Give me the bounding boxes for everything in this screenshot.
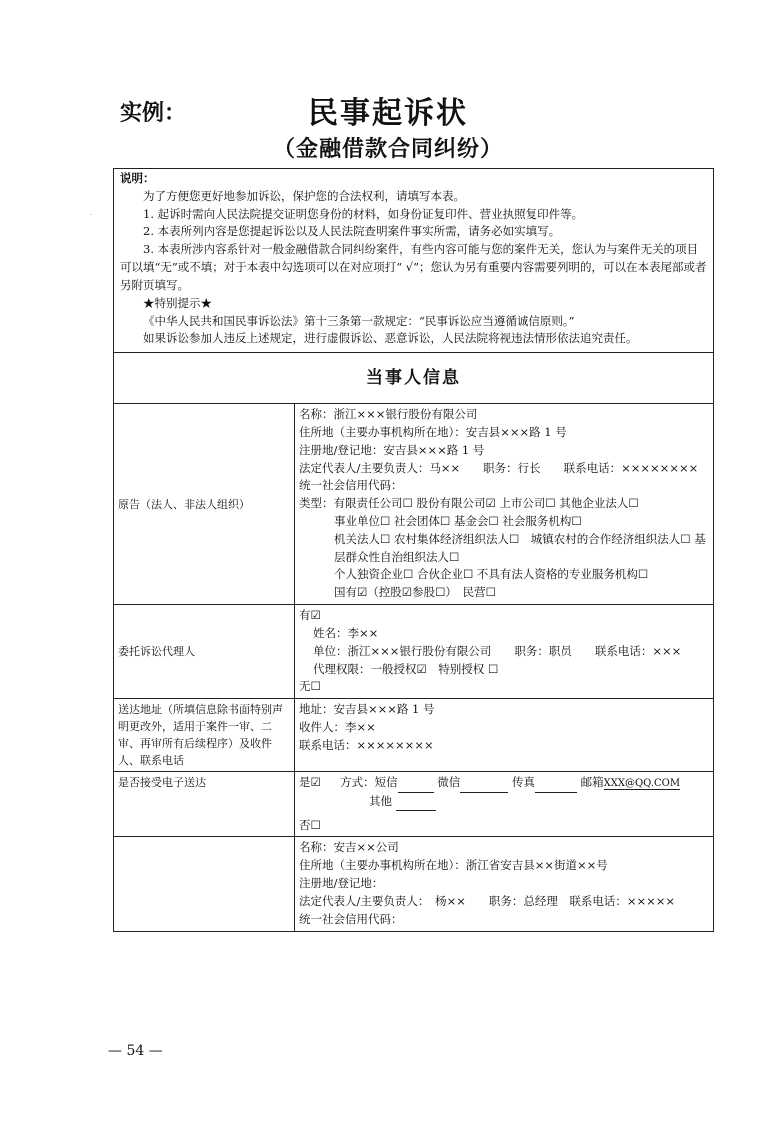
- delivery-recipient: 收件人：李××: [299, 719, 376, 734]
- defendant-representative: 法定代表人/主要负责人： 杨×× 职务：总经理 联系电话：×××××: [299, 893, 676, 908]
- defendant-registration: 注册地/登记地：: [299, 876, 384, 891]
- notes-paragraph: 《中华人民共和国民事诉讼法》第十三条第一款规定：“民事诉讼应当遵循诚信原则。”: [143, 313, 575, 328]
- example-prefix: 实例：: [120, 101, 187, 126]
- defendant-label: [114, 837, 295, 931]
- agent-none-checkbox[interactable]: 无☐: [299, 679, 321, 694]
- plaintiff-ownership: 国有☑（控股☑参股☐） 民营☐: [334, 585, 496, 600]
- notes-paragraph: 2. 本表所列内容是您提起诉讼以及人民法院查明案件事实所需，请务必如实填写。: [143, 224, 561, 239]
- notes-heading: 说明：: [120, 171, 155, 185]
- email-value[interactable]: XXX@QQ.COM: [603, 778, 681, 790]
- agent-name: 姓名：李××: [313, 625, 379, 640]
- wechat-label: 微信: [437, 775, 461, 790]
- e-service-details: [295, 772, 714, 837]
- plaintiff-details: [295, 404, 714, 605]
- agent-row: [114, 605, 714, 699]
- other-blank[interactable]: [396, 798, 436, 811]
- plaintiff-type-line-1: 类型：有限责任公司☐ 股份有限公司☑ 上市公司☐ 其他企业法人☐: [299, 496, 639, 511]
- e-service-other: [299, 793, 709, 811]
- plaintiff-name: 名称：浙江×××银行股份有限公司: [299, 407, 478, 422]
- plaintiff-row: [114, 404, 714, 605]
- notes-paragraph: 为了方便您更好地参加诉讼，保护您的合法权利，请填写本表。: [143, 188, 465, 203]
- page-number: — 54 —: [108, 1043, 163, 1059]
- document-title: 民事起诉状: [308, 96, 468, 131]
- e-service-row: [114, 772, 714, 837]
- margin-mark: ·: [90, 212, 92, 219]
- section-row: [114, 353, 714, 404]
- e-service-yes-checkbox[interactable]: 是☑: [299, 775, 321, 790]
- email-label: 邮箱: [580, 775, 604, 790]
- complaint-form-table: [113, 168, 714, 932]
- plaintiff-label: 原告（法人、非法人组织）: [114, 404, 295, 605]
- defendant-credit-code: 统一社会信用代码：: [299, 911, 403, 926]
- defendant-name: 名称：安吉××公司: [299, 840, 399, 855]
- defendant-domicile: 住所地（主要办事机构所在地）：浙江省安吉县××街道××号: [299, 858, 608, 873]
- e-service-no-checkbox[interactable]: 否☐: [299, 817, 321, 832]
- notes-paragraph: 3. 本表所涉内容系针对一般金融借款合同纠纷案件，有些内容可能与您的案件无关，您认为与案件无关的项目可以填“无”或不填；对于本表中勾选项可以在对应项打“ √”；您认为另有重要内容需要列明的，可以在本表尾部或者另附页填写。: [120, 242, 707, 292]
- plaintiff-registration: 注册地/登记地：安吉县×××路 1 号: [299, 442, 485, 457]
- e-service-methods: [299, 774, 709, 793]
- sms-blank[interactable]: [398, 780, 434, 793]
- special-notice-heading: ★特别提示★: [143, 295, 212, 310]
- defendant-row: [114, 837, 714, 931]
- agent-details: [295, 605, 714, 699]
- fax-blank[interactable]: [535, 780, 577, 793]
- agent-authority: 代理权限：一般授权☑ 特别授权 ☐: [313, 661, 499, 676]
- agent-has-checkbox[interactable]: 有☑: [299, 608, 321, 623]
- delivery-label: 送达地址（所填信息除书面特别声明更改外，适用于案件一审、二审、再审所有后续程序）及收件人、联系电话: [114, 699, 295, 772]
- notes-cell: [114, 169, 714, 353]
- delivery-address: 地址：安吉县×××路 1 号: [299, 702, 435, 717]
- defendant-details: [295, 837, 714, 931]
- plaintiff-type-line-2: 事业单位☐ 社会团体☐ 基金会☐ 社会服务机构☐: [334, 514, 582, 528]
- notes-paragraph: 如果诉讼参加人违反上述规定，进行虚假诉讼、恶意诉讼，人民法院将视违法情形依法追究责任。: [143, 331, 638, 346]
- notes-paragraph: 1. 起诉时需向人民法院提交证明您身份的材料，如身份证复印件、营业执照复印件等。: [143, 206, 584, 221]
- delivery-phone: 联系电话：××××××××: [299, 737, 434, 752]
- agent-unit: 单位：浙江×××银行股份有限公司 职务：职员 联系电话：×××: [313, 643, 682, 658]
- wechat-blank[interactable]: [460, 780, 508, 793]
- fax-label: 传真: [511, 775, 535, 790]
- agent-label: 委托诉讼代理人: [114, 605, 295, 699]
- plaintiff-type-line-3: 机关法人☐ 农村集体经济组织法人☐ 城镇农村的合作经济组织法人☐ 基层群众性自治组织法人☐: [334, 531, 706, 564]
- e-service-label: 是否接受电子送达: [114, 772, 295, 837]
- document-subtitle: （金融借款合同纠纷）: [272, 137, 503, 162]
- plaintiff-representative: 法定代表人/主要负责人：马×× 职务：行长 联系电话：××××××××: [299, 460, 699, 475]
- other-label: 其他: [369, 793, 392, 808]
- section-title: 当事人信息: [114, 353, 714, 404]
- plaintiff-credit-code: 统一社会信用代码：: [299, 478, 403, 493]
- plaintiff-type-line-4: 个人独资企业☐ 合伙企业☐ 不具有法人资格的专业服务机构☐: [334, 567, 649, 582]
- notes-row: [114, 169, 714, 353]
- delivery-row: [114, 699, 714, 772]
- sms-label: 方式：短信: [340, 775, 398, 790]
- plaintiff-domicile: 住所地（主要办事机构所在地）：安吉县×××路 1 号: [299, 424, 567, 439]
- delivery-details: [295, 699, 714, 772]
